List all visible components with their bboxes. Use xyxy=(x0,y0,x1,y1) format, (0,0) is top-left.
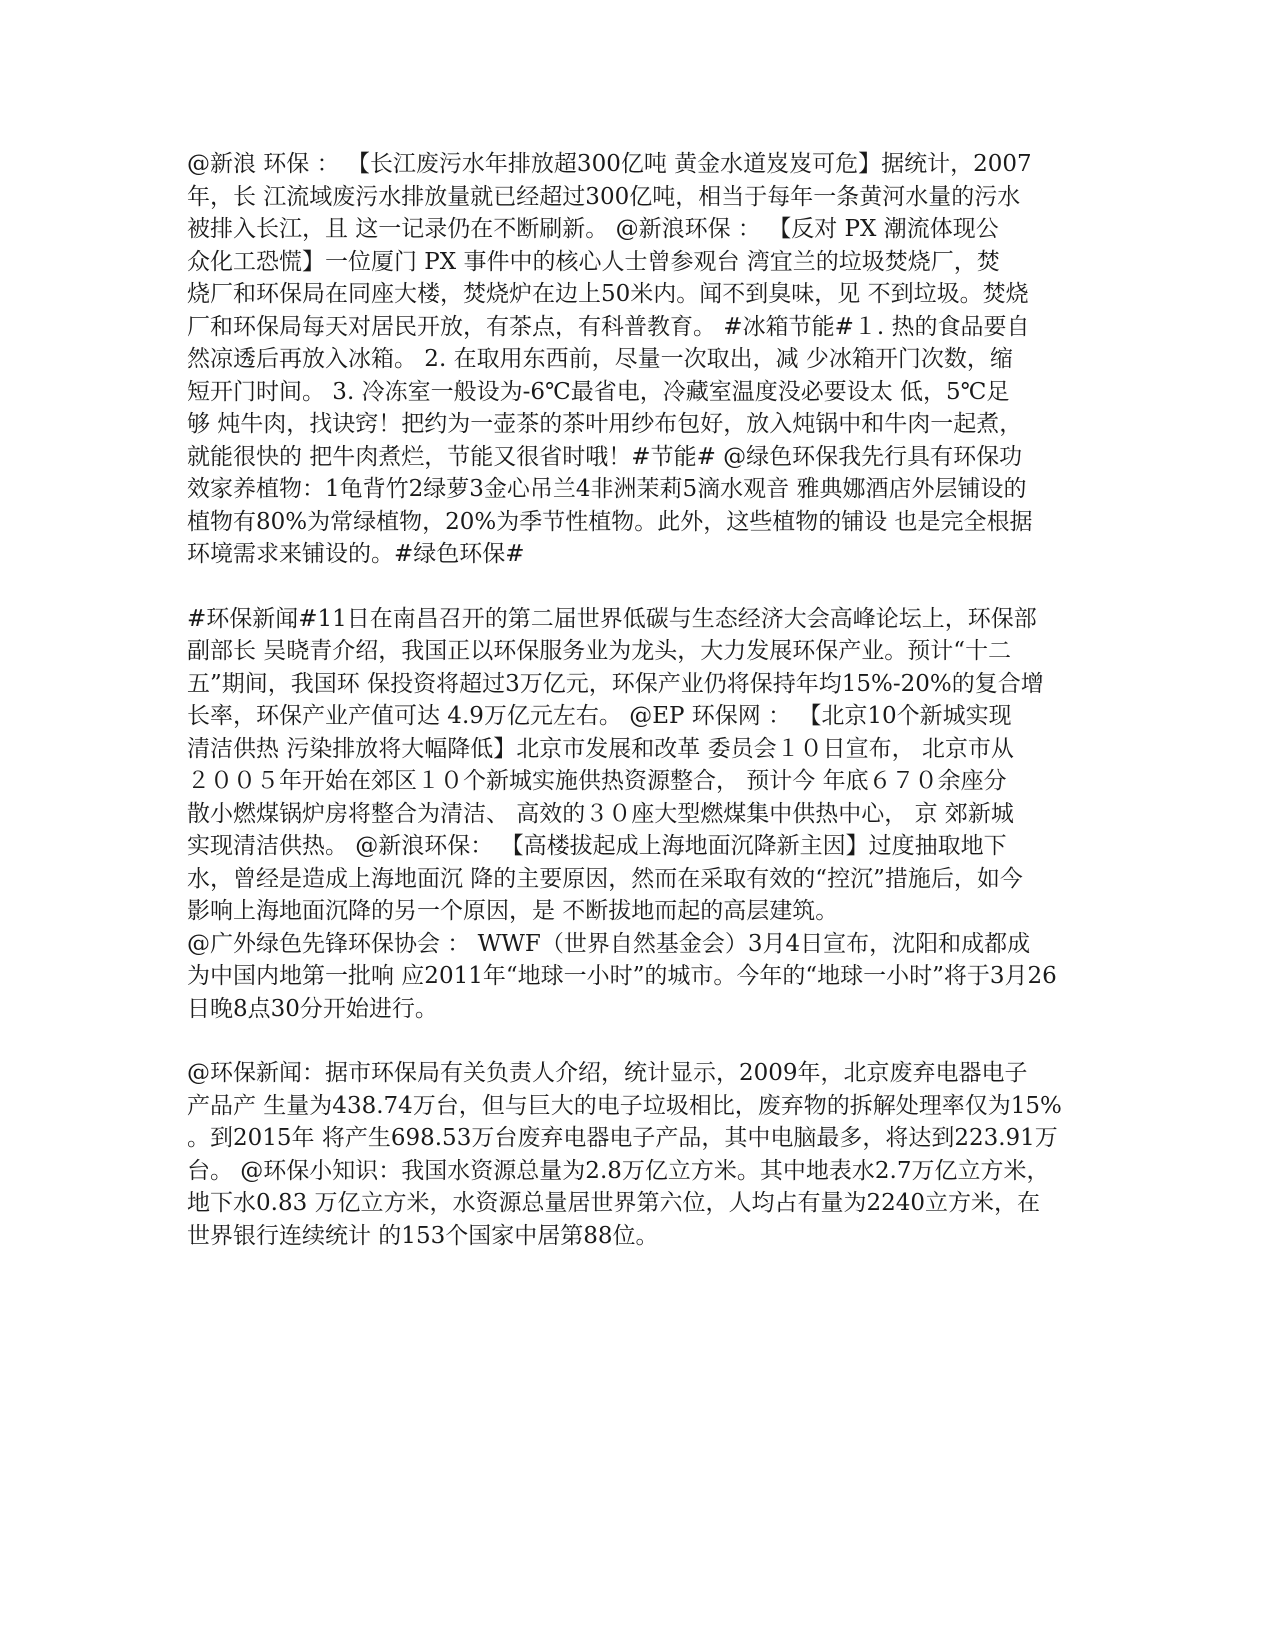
paragraph-environment-news-2: #环保新闻#11日在南昌召开的第二届世界低碳与生态经济大会高峰论坛上，环保部 副部长 吴晓青介绍，我国正以环保服务业为龙头，大力发展环保产业。预计“十二 五”期间，我国环 保投资将超过3万亿元，环保产业仍将保持年均15%-20%的复合增 长率，环保产业产值可达 4.9万亿元左右。 @EP 环保网 ： 【北京10个新城实现 清洁供热 污染排放将大幅降低】北京市发展和改革 委员会１０日宣布， 北京市从 ２００５年开始在郊区１０个新城实施供热资源整合， 预计今 年底６７０余座分 散小燃煤锅炉房将整合为清洁、 高效的３０座大型燃煤集中供热中心， 京 郊新城 实现清洁供热。 @新浪环保： 【高楼拔起成上海地面沉降新主因】过度抽取地下 水，曾经是造成上海地面沉 降的主要原因，然而在采取有效的“控沉”措施后，如今 影响上海地面沉降的另一个原因，是 不断拔地而起的高层建筑。 @广外绿色先锋环保协会 ： WWF（世界自然基金会）3月4日宣布，沈阳和成都成 为中国内地第一批响 应2011年“地球一小时”的城市。今年的“地球一小时”将于3月26 日晚8点30分开始进行。 xyxy=(187,605,1057,1022)
document-body xyxy=(187,148,1090,1252)
paragraph-spacer xyxy=(187,1025,1090,1057)
paragraph-environment-news-3: @环保新闻：据市环保局有关负责人介绍，统计显示，2009年，北京废弃电器电子 产品产 生量为438.74万台，但与巨大的电子垃圾相比，废弃物的拆解处理率仅为15% 。到2015年 将产生698.53万台废弃电器电子产品，其中电脑最多，将达到223.91万 台。 @环保小知识：我国水资源总量为2.8万亿立方米。其中地表水2.7万亿立方米， 地下水0.83 万亿立方米，水资源总量居世界第六位，人均占有量为2240立方米，在 世界银行连续统计 的153个国家中居第88位。 xyxy=(187,1060,1062,1249)
paragraph-environment-news-1: @新浪 环保 ： 【长江废污水年排放超300亿吨 黄金水道岌岌可危】据统计，2007 年，长 江流域废污水排放量就已经超过300亿吨，相当于每年一条黄河水量的污水 被排入长江，且 这一记录仍在不断刷新。 @新浪环保 ： 【反对 PX 潮流体现公 众化工恐慌】一位厦门 PX 事件中的核心人士曾参观台 湾宜兰的垃圾焚烧厂，焚 烧厂和环保局在同座大楼，焚烧炉在边上50米内。闻不到臭味，见 不到垃圾。焚烧 厂和环保局每天对居民开放，有茶点，有科普教育。 #冰箱节能#１. 热的食品要自 然凉透后再放入冰箱。 2. 在取用东西前，尽量一次取出，减 少冰箱开门次数，缩 短开门时间。 3. 冷冻室一般设为-6℃最省电，冷藏室温度没必要设太 低，5℃足 够 炖牛肉，找诀窍！把约为一壶茶的茶叶用纱布包好，放入炖锅中和牛肉一起煮， 就能很快的 把牛肉煮烂，节能又很省时哦！#节能# @绿色环保我先行具有环保功 效家养植物：1龟背竹2绿萝3金心吊兰4非洲茉莉5滴水观音 雅典娜酒店外层铺设的 植物有80%为常绿植物，20%为季节性植物。此外，这些植物的铺设 也是完全根据 环境需求来铺设的。#绿色环保# xyxy=(187,151,1033,567)
paragraph-spacer xyxy=(187,571,1090,603)
